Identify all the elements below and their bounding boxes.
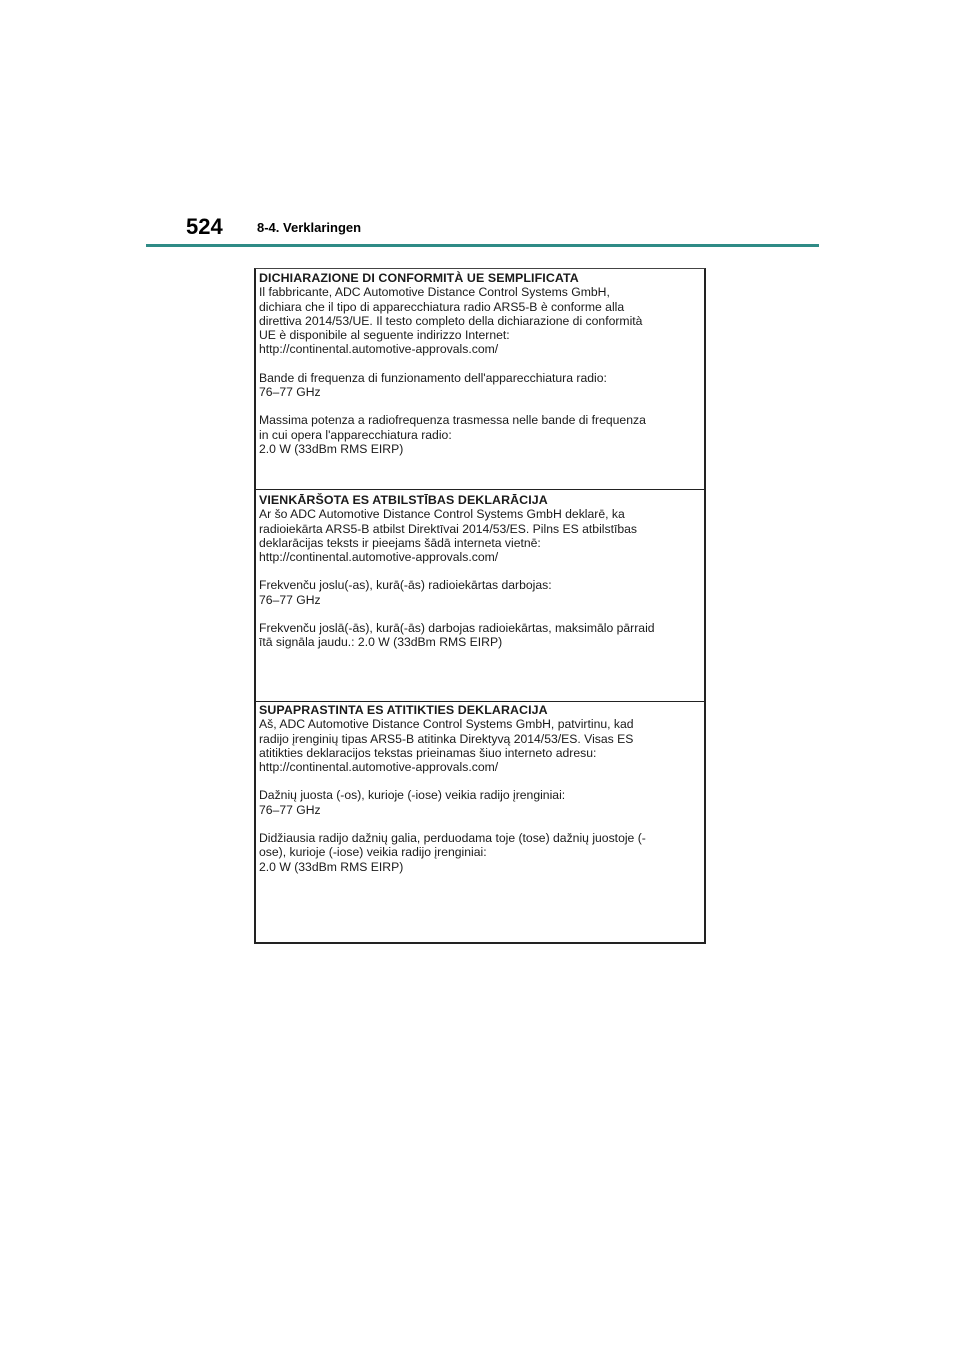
- page-header: [0, 0, 960, 250]
- declaration-url: http://continental.automotive-approvals.com/: [259, 550, 499, 565]
- power-line: ose), kurioje (-iose) veikia radijo įrenginiai:: [259, 845, 487, 860]
- declaration-title: DICHIARAZIONE DI CONFORMITÀ UE SEMPLIFICATA: [259, 271, 579, 285]
- declaration-line: direttiva 2014/53/UE. Il testo completo della dichiarazione di conformità: [259, 313, 643, 328]
- section-divider: [256, 701, 704, 702]
- declaration-url: http://continental.automotive-approvals.com/: [259, 760, 499, 775]
- page-number: 524: [186, 214, 223, 239]
- power-line: in cui opera l'apparecchiatura radio:: [259, 427, 452, 442]
- declaration-line: Aš, ADC Automotive Distance Control Systems GmbH, patvirtinu, kad: [259, 717, 634, 732]
- declaration-line: atitikties deklaracijos tekstas prieinamas šiuo interneto adresu:: [259, 745, 597, 760]
- declaration-line: dichiara che il tipo di apparecchiatura radio ARS5-B è conforme alla: [259, 299, 625, 314]
- band-value: 76–77 GHz: [259, 592, 321, 607]
- power-line: ītā signāla jaudu.: 2.0 W (33dBm RMS EIRP): [259, 635, 503, 650]
- declaration-line: UE è disponibile al seguente indirizzo Internet:: [259, 328, 510, 343]
- declaration-line: radioiekārta ARS5-B atbilst Direktīvai 2014/53/ES. Pilns ES atbilstības: [259, 521, 637, 536]
- declaration-url: http://continental.automotive-approvals.com/: [259, 342, 499, 357]
- declaration-line: deklarācijas teksts ir pieejams šādā interneta vietnē:: [259, 535, 541, 550]
- declaration-latvian: [256, 493, 704, 650]
- declaration-line: radijo įrenginių tipas ARS5-B atitinka Direktyvą 2014/53/ES. Visas ES: [259, 731, 634, 746]
- power-value: 2.0 W (33dBm RMS EIRP): [259, 441, 404, 456]
- declaration-line: Il fabbricante, ADC Automotive Distance Control Systems GmbH,: [259, 285, 610, 300]
- declaration-line: Ar šo ADC Automotive Distance Control Systems GmbH deklarē, ka: [259, 507, 625, 522]
- band-value: 76–77 GHz: [259, 385, 321, 400]
- section-divider: [256, 489, 704, 490]
- power-line: Didžiausia radijo dažnių galia, perduodama toje (tose) dažnių juostoje (-: [259, 831, 646, 846]
- power-line: Frekvenču joslā(-ās), kurā(-ās) darbojas radioiekārtas, maksimālo pārraid: [259, 621, 655, 636]
- band-label: Frekvenču joslu(-as), kurā(-ās) radioiekārtas darbojas:: [259, 578, 552, 593]
- band-value: 76–77 GHz: [259, 802, 321, 817]
- band-label: Bande di frequenza di funzionamento dell'apparecchiatura radio:: [259, 370, 607, 385]
- power-value: 2.0 W (33dBm RMS EIRP): [259, 859, 404, 874]
- declaration-title: VIENKĀRŠOTA ES ATBILSTĪBAS DEKLARĀCIJA: [259, 493, 548, 507]
- declaration-box: [254, 268, 706, 944]
- declaration-italian: [256, 271, 704, 456]
- declaration-title: SUPAPRASTINTA ES ATITIKTIES DEKLARACIJA: [259, 703, 548, 717]
- section-title: 8-4. Verklaringen: [257, 220, 362, 235]
- band-label: Dažnių juosta (-os), kurioje (-iose) veikia radijo įrenginiai:: [259, 788, 566, 803]
- header-rule: [146, 244, 819, 247]
- power-line: Massima potenza a radiofrequenza trasmessa nelle bande di frequenza: [259, 413, 646, 428]
- declaration-lithuanian: [256, 703, 704, 874]
